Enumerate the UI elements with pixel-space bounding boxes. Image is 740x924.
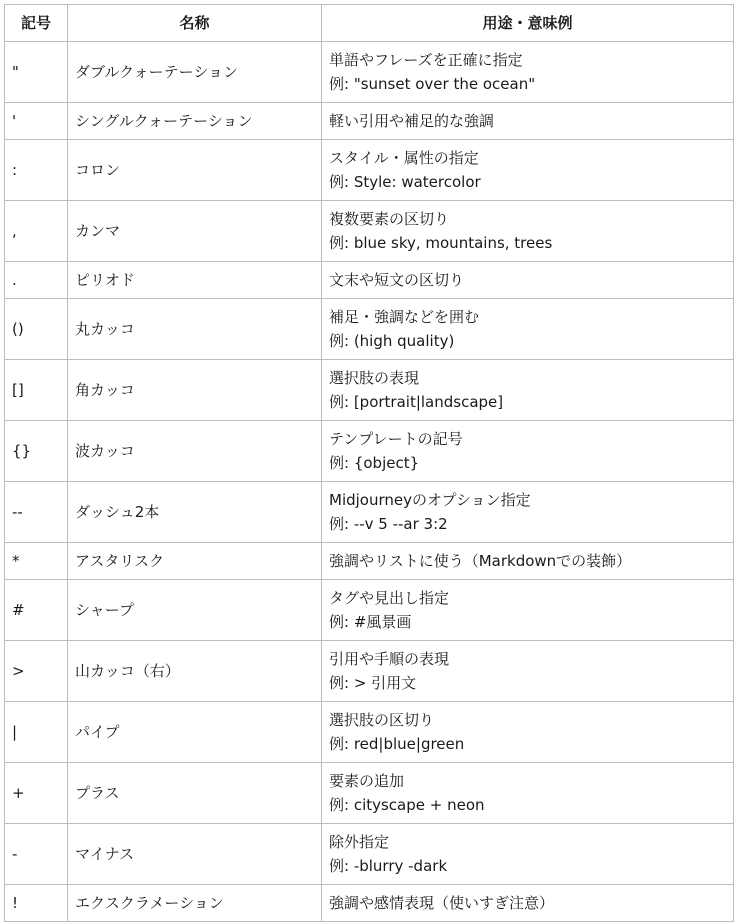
table-row bbox=[5, 824, 734, 885]
usage-text: スタイル・属性の指定 bbox=[329, 149, 479, 167]
symbol-cell: () bbox=[5, 299, 68, 360]
symbols-table bbox=[4, 4, 734, 922]
name-cell: プラス bbox=[68, 763, 322, 824]
table-row bbox=[5, 421, 734, 482]
usage-text: 要素の追加 bbox=[329, 772, 405, 790]
usage-cell bbox=[322, 201, 734, 262]
example-text: 例: -blurry -dark bbox=[329, 857, 448, 875]
symbol-cell: # bbox=[5, 580, 68, 641]
usage-cell bbox=[322, 140, 734, 201]
name-cell: カンマ bbox=[68, 201, 322, 262]
table-row bbox=[5, 482, 734, 543]
table-row bbox=[5, 360, 734, 421]
usage-cell bbox=[322, 702, 734, 763]
name-cell: シングルクォーテーション bbox=[68, 103, 322, 140]
usage-text: 複数要素の区切り bbox=[329, 210, 450, 228]
example-text: 例: {object} bbox=[329, 454, 420, 472]
usage-cell bbox=[322, 262, 734, 299]
name-cell: ダブルクォーテーション bbox=[68, 42, 322, 103]
name-cell: 山カッコ（右） bbox=[68, 641, 322, 702]
name-cell: エクスクラメーション bbox=[68, 885, 322, 922]
symbol-cell: : bbox=[5, 140, 68, 201]
name-cell: シャープ bbox=[68, 580, 322, 641]
header-symbol: 記号 bbox=[5, 5, 68, 42]
name-cell: アスタリスク bbox=[68, 543, 322, 580]
symbol-cell: . bbox=[5, 262, 68, 299]
usage-cell bbox=[322, 421, 734, 482]
usage-cell bbox=[322, 482, 734, 543]
table-row bbox=[5, 702, 734, 763]
name-cell: パイプ bbox=[68, 702, 322, 763]
usage-cell bbox=[322, 42, 734, 103]
usage-cell bbox=[322, 763, 734, 824]
usage-text: 強調やリストに使う（Markdownでの装飾） bbox=[329, 552, 632, 570]
name-cell: コロン bbox=[68, 140, 322, 201]
example-text: 例: [portrait|landscape] bbox=[329, 393, 504, 411]
example-text: 例: (high quality) bbox=[329, 332, 455, 350]
symbol-cell: ! bbox=[5, 885, 68, 922]
name-cell: 丸カッコ bbox=[68, 299, 322, 360]
usage-text: 単語やフレーズを正確に指定 bbox=[329, 51, 523, 69]
example-text: 例: cityscape + neon bbox=[329, 796, 485, 814]
usage-cell bbox=[322, 299, 734, 360]
usage-text: テンプレートの記号 bbox=[329, 430, 463, 448]
example-text: 例: "sunset over the ocean" bbox=[329, 75, 536, 93]
example-text: 例: > 引用文 bbox=[329, 674, 417, 692]
usage-cell bbox=[322, 360, 734, 421]
example-text: 例: --v 5 --ar 3:2 bbox=[329, 515, 448, 533]
name-cell: ダッシュ2本 bbox=[68, 482, 322, 543]
usage-text: 文末や短文の区切り bbox=[329, 271, 465, 289]
usage-cell bbox=[322, 580, 734, 641]
example-text: 例: blue sky, mountains, trees bbox=[329, 234, 553, 252]
table-row bbox=[5, 201, 734, 262]
symbol-cell: [] bbox=[5, 360, 68, 421]
table-row bbox=[5, 103, 734, 140]
table-row bbox=[5, 580, 734, 641]
header-name: 名称 bbox=[68, 5, 322, 42]
example-text: 例: Style: watercolor bbox=[329, 173, 481, 191]
table-row bbox=[5, 763, 734, 824]
usage-text: 除外指定 bbox=[329, 833, 390, 851]
symbol-cell: ' bbox=[5, 103, 68, 140]
symbol-cell: -- bbox=[5, 482, 68, 543]
usage-cell bbox=[322, 824, 734, 885]
symbol-cell: > bbox=[5, 641, 68, 702]
symbol-cell: " bbox=[5, 42, 68, 103]
usage-cell bbox=[322, 885, 734, 922]
usage-text: 補足・強調などを囲む bbox=[329, 308, 480, 326]
table-row bbox=[5, 543, 734, 580]
usage-cell bbox=[322, 641, 734, 702]
usage-text: Midjourneyのオプション指定 bbox=[329, 491, 531, 509]
example-text: 例: #風景画 bbox=[329, 613, 412, 631]
table-row bbox=[5, 641, 734, 702]
table-row bbox=[5, 140, 734, 201]
usage-text: 強調や感情表現（使いすぎ注意） bbox=[329, 894, 555, 912]
usage-text: 選択肢の表現 bbox=[329, 369, 420, 387]
usage-cell bbox=[322, 543, 734, 580]
name-cell: マイナス bbox=[68, 824, 322, 885]
usage-text: 選択肢の区切り bbox=[329, 711, 435, 729]
symbol-cell: * bbox=[5, 543, 68, 580]
table-row bbox=[5, 42, 734, 103]
header-usage: 用途・意味例 bbox=[322, 5, 734, 42]
usage-text: 引用や手順の表現 bbox=[329, 650, 450, 668]
table-row bbox=[5, 262, 734, 299]
table-row bbox=[5, 299, 734, 360]
symbol-cell: {} bbox=[5, 421, 68, 482]
usage-cell bbox=[322, 103, 734, 140]
symbol-cell: , bbox=[5, 201, 68, 262]
usage-text: 軽い引用や補足的な強調 bbox=[329, 112, 495, 130]
table-row bbox=[5, 885, 734, 922]
symbol-cell: - bbox=[5, 824, 68, 885]
table-header-row bbox=[5, 5, 734, 42]
example-text: 例: red|blue|green bbox=[329, 735, 465, 753]
name-cell: ピリオド bbox=[68, 262, 322, 299]
symbol-cell: + bbox=[5, 763, 68, 824]
symbol-cell: | bbox=[5, 702, 68, 763]
usage-text: タグや見出し指定 bbox=[329, 589, 450, 607]
name-cell: 角カッコ bbox=[68, 360, 322, 421]
name-cell: 波カッコ bbox=[68, 421, 322, 482]
